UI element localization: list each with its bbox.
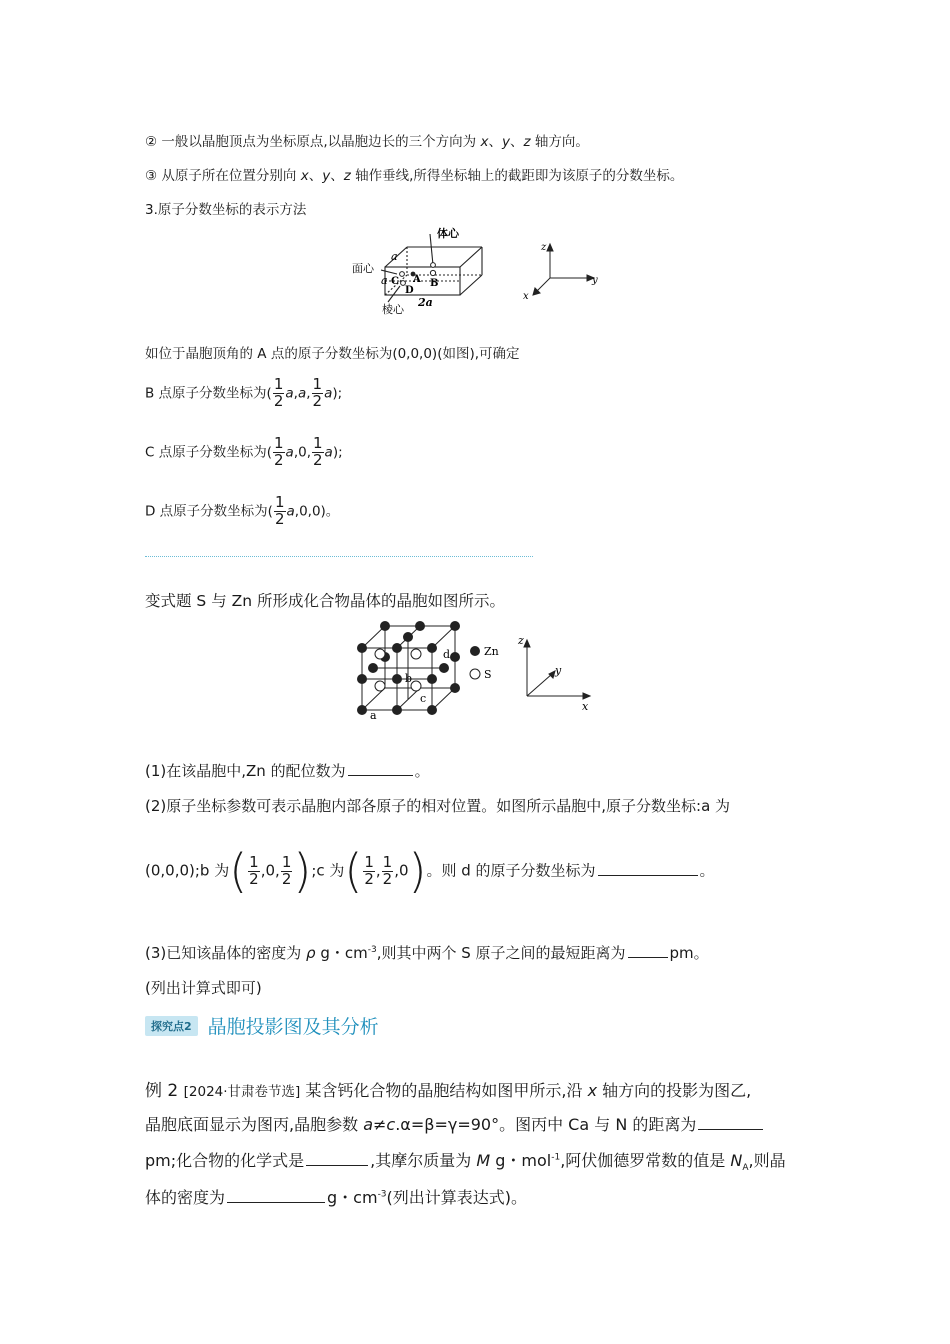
axis-x-text: x <box>300 168 309 184</box>
fraction <box>281 852 293 888</box>
example-source: [2024·甘肃卷节选] <box>183 1084 301 1100</box>
separator: 、 <box>308 168 323 184</box>
q2-c-end: ,0 <box>394 861 409 880</box>
molar-unit: g・mol <box>490 1151 552 1170</box>
label-D: D <box>405 285 414 296</box>
label-A: A <box>413 274 421 285</box>
q2-answer-blank[interactable] <box>598 861 698 876</box>
fraction-denominator: 2 <box>273 391 284 410</box>
q2-post: 。则 d 的原子分数坐标为 <box>426 861 596 880</box>
unit-sup: -3 <box>377 1189 387 1200</box>
close-paren: ) <box>293 844 312 898</box>
axis-z-label: z <box>518 634 524 647</box>
comma-zero: ,0, <box>293 444 311 461</box>
unit-cell-figure <box>345 222 610 322</box>
axis-x-text: x <box>587 1081 598 1100</box>
section-divider <box>145 556 533 557</box>
label-edge-center: 棱心 <box>382 303 404 316</box>
fraction-numerator: 1 <box>382 852 393 871</box>
example-text: ,阿伏伽德罗常数的值是 <box>560 1151 731 1170</box>
fraction-denominator: 2 <box>274 509 285 528</box>
atom-B-dot <box>430 270 435 275</box>
step-3-text: ③ 从原子所在位置分别向 <box>145 168 301 184</box>
fraction-denominator: 2 <box>312 391 323 410</box>
label-B: B <box>430 278 439 289</box>
step-2-text: ② 一般以晶胞顶点为坐标原点,以晶胞边长的三个方向为 <box>145 134 481 150</box>
coord-B-text: B 点原子分数坐标为( <box>145 385 272 402</box>
coord-D-text: D 点原子分数坐标为( <box>145 503 273 520</box>
axis-x-text: x <box>480 134 489 150</box>
close-paren: ) <box>408 844 427 898</box>
legend-zn: Zn <box>484 645 499 658</box>
zn-legend-dot <box>470 646 480 656</box>
var-a: a <box>285 444 294 461</box>
q3-unit-sup: -3 <box>367 945 377 955</box>
var-N: N <box>730 1151 743 1170</box>
step-2-line <box>145 130 589 150</box>
axis-z-text: z <box>523 134 531 150</box>
not-equal: ≠ <box>373 1115 387 1134</box>
label-face-center: 面心 <box>352 262 374 275</box>
example-text: (列出计算表达式)。 <box>386 1188 528 1207</box>
q2-b-mid: ,0, <box>260 861 280 880</box>
intro-line: 如位于晶胞顶角的 A 点的原子分数坐标为(0,0,0)(如图),可确定 <box>145 346 520 362</box>
label-a-top: a <box>391 250 398 263</box>
probe-tag: 探究点2 <box>145 1016 198 1036</box>
q1-answer-blank[interactable] <box>348 761 413 776</box>
zns-cell-figure <box>350 618 610 728</box>
fraction-numerator: 1 <box>312 434 323 452</box>
var-a: a <box>297 385 307 402</box>
label-b: b <box>405 672 413 685</box>
axis-z-label: z <box>541 242 547 253</box>
fraction <box>248 852 260 888</box>
axis-x-label: x <box>523 291 529 302</box>
label-d: d <box>443 648 451 661</box>
fraction <box>274 495 286 528</box>
example-text: 晶胞底面显示为图丙,晶胞参数 <box>145 1115 364 1134</box>
open-paren: ( <box>229 844 248 898</box>
fraction-numerator: 1 <box>364 852 374 871</box>
comma: , <box>293 385 298 402</box>
example-text: ,其摩尔质量为 <box>370 1151 477 1170</box>
q1-tail: 。 <box>414 762 430 780</box>
var-a: a <box>285 385 294 402</box>
coord-C-text: C 点原子分数坐标为( <box>145 444 272 461</box>
fraction-denominator: 2 <box>281 869 292 888</box>
example-text: 某含钙化合物的晶胞结构如图甲所示,沿 <box>300 1081 588 1100</box>
s-legend-dot <box>470 669 480 679</box>
q1-text: (1)在该晶胞中,Zn 的配位数为 <box>145 762 346 780</box>
axis-x-label: x <box>582 700 589 713</box>
question-2-line1: (2)原子坐标参数可表示晶胞内部各原子的相对位置。如图所示晶胞中,原子分数坐标:a 为 <box>145 797 731 815</box>
step-3-tail: 轴作垂线,所得坐标轴上的截距即为该原子的分数坐标。 <box>350 168 684 184</box>
coord-B-line <box>145 377 342 410</box>
fraction <box>382 852 394 888</box>
q2-a-text: (0,0,0);b 为 <box>145 861 230 880</box>
var-a: a <box>324 444 333 461</box>
var-a: a <box>324 385 333 402</box>
coord-D-line <box>145 495 339 528</box>
distance-answer-blank[interactable] <box>698 1115 763 1130</box>
separator: 、 <box>330 168 344 184</box>
variant-title: 变式题 S 与 Zn 所形成化合物晶体的晶胞如图所示。 <box>145 592 505 610</box>
fraction-denominator: 2 <box>249 869 259 888</box>
question-1 <box>145 760 430 781</box>
atom-C-dot <box>400 272 405 277</box>
label-2a: 2a <box>418 296 433 309</box>
open-paren: ( <box>344 844 363 898</box>
fraction-denominator: 2 <box>273 450 284 469</box>
coord-B-tail: ); <box>332 385 343 402</box>
question-3 <box>145 942 709 963</box>
coord-D-tail: ,0,0)。 <box>294 503 340 520</box>
probe-2-heading <box>145 1012 379 1039</box>
section-3-title: 3.原子分数坐标的表示方法 <box>145 202 307 218</box>
question-2-line2 <box>145 844 715 898</box>
q3-mid: ,则其中两个 S 原子之间的最短距离为 <box>376 944 626 962</box>
q3-unit: g・cm <box>315 944 368 962</box>
var-M: M <box>476 1151 491 1170</box>
step-3-line <box>145 164 683 184</box>
fraction-denominator: 2 <box>382 869 393 888</box>
separator: 、 <box>509 134 524 150</box>
axis-y-label: y <box>592 275 598 286</box>
body-center-dot <box>431 263 436 268</box>
example-text: pm;化合物的化学式是 <box>145 1151 305 1170</box>
q3-answer-blank[interactable] <box>628 943 668 958</box>
separator: 、 <box>488 134 502 150</box>
fraction-numerator: 1 <box>274 493 285 511</box>
var-a: a <box>286 503 295 520</box>
axis-z-text: z <box>343 168 351 184</box>
question-3-note: (列出计算式即可) <box>145 979 262 997</box>
q2-end: 。 <box>699 861 715 880</box>
example-text: 。图丙中 Ca 与 N 的距离为 <box>499 1115 697 1134</box>
coord-C-line <box>145 436 343 469</box>
density-unit: g・cm <box>327 1188 378 1207</box>
s-atoms <box>375 649 421 691</box>
rho-symbol: ρ <box>306 944 316 962</box>
formula-answer-blank[interactable] <box>306 1151 368 1166</box>
unit-sup: -1 <box>551 1152 561 1163</box>
label-a-left: a <box>381 274 388 287</box>
axis-y-text: y <box>322 168 331 184</box>
comma: , <box>375 861 381 880</box>
example-2-line2 <box>145 1112 765 1135</box>
fraction-denominator: 2 <box>364 869 374 888</box>
example-2-line3 <box>145 1148 786 1173</box>
legend-s: S <box>484 668 492 681</box>
step-2-tail: 轴方向。 <box>530 134 589 150</box>
label-body-center: 体心 <box>437 227 459 240</box>
var-c: c <box>386 1115 396 1134</box>
example-2-line4 <box>145 1185 527 1208</box>
fraction <box>273 377 285 410</box>
axis-y-label: y <box>555 664 562 677</box>
example-text: 体的密度为 <box>145 1188 226 1207</box>
example-2-line1 <box>145 1076 751 1101</box>
fraction-numerator: 1 <box>273 434 284 452</box>
fraction-numerator: 1 <box>249 852 259 871</box>
fraction <box>312 377 324 410</box>
example-label: 例 2 <box>145 1081 184 1101</box>
var-a: a <box>363 1115 373 1134</box>
fraction <box>312 436 324 469</box>
label-a: a <box>370 709 377 722</box>
angles: .α=β=γ=90° <box>395 1115 500 1134</box>
fraction <box>273 436 285 469</box>
fraction-numerator: 1 <box>273 375 284 393</box>
axis-y-text: y <box>501 134 510 150</box>
probe-title: 晶胞投影图及其分析 <box>207 1016 379 1038</box>
fraction-denominator: 2 <box>312 450 323 469</box>
example-tail: 轴方向的投影为图乙, <box>597 1081 752 1100</box>
var-N-sub: A <box>742 1163 749 1174</box>
coord-C-tail: ); <box>332 444 343 461</box>
fraction-numerator: 1 <box>312 375 323 393</box>
example-text: ,则晶 <box>748 1151 786 1170</box>
q2-c-label: ;c 为 <box>311 861 345 880</box>
label-c: c <box>420 692 427 705</box>
q3-text: (3)已知该晶体的密度为 <box>145 944 307 962</box>
q3-post: pm。 <box>669 944 709 962</box>
density-answer-blank[interactable] <box>227 1188 325 1203</box>
fraction <box>363 852 375 888</box>
comma: , <box>306 385 311 402</box>
fraction-numerator: 1 <box>281 852 292 871</box>
label-C: C <box>391 276 399 287</box>
